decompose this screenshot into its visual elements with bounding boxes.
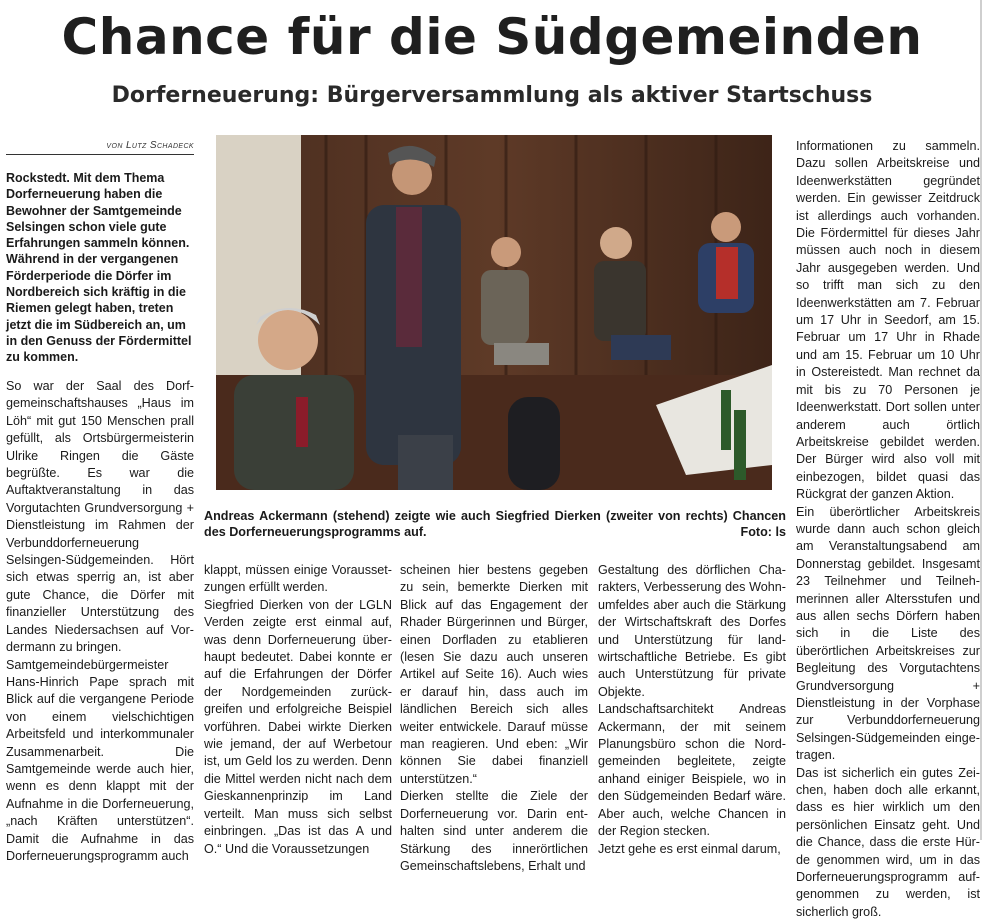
paragraph: Jetzt gehe es erst einmal darum,	[598, 841, 781, 856]
text-column-5	[796, 138, 980, 921]
headline: Chance für die Südgemeinden	[61, 8, 923, 66]
paragraph: Informationen zu sammeln. Dazu sollen Arbeitskreise und Ideenwerkstätten gegründet werden. Ein gewisser Zeitdruck ist allerdings auch vorhanden. Die Fördermittel für dieses Jahr müssen auch noch in diesem Jahr ausgegeben werden. Und so trifft man sich zu den Ideenwerkstätten am 7. Februar um 17 Uhr in Seedorf, am 15. Februar um 17 Uhr in Rhade und am 15. Februar um 10 Uhr in Ostereistedt. Man rechnet da mit bis zu 70 Personen je Ideenwerkstatt. Dort sollen unter anderem auch örtlich Arbeitskreise gebildet werden. Der Bürger wird also voll mit einbezogen, bildet quasi das Rückgrat der ganzen Aktion.	[796, 139, 980, 502]
text-column-3	[400, 562, 588, 875]
text-column-4	[598, 562, 786, 858]
text-column-1	[6, 378, 194, 865]
paragraph: Gestaltung des dörflichen Charakters, Verbesserung des Wohnumfeldes aber auch die Stärkung der Wirtschaftskraft des Dorfes und Unterstützung für landwirtschaftliche Betriebe. Es gibt auch Unterstützung für private Objekte.	[598, 563, 786, 699]
event-photo	[216, 135, 772, 490]
paragraph: Ein überörtlicher Arbeitskreis wurde dann auch schon gleich am Veranstaltungsabend am Donnerstag gebildet. Insgesamt 23 Teilnehmer und Teilnehmerinnen aller Altersstufen und aus allen sechs Dörfern haben sich in die Liste des überörtlichen Arbeitskreises zur Begleitung des Vorgutachtens Grundversorgung + Dienstleistung in der Vorphase zur Verbunddorferneuerung Selsingen-Südgemeinden eingetragen.	[796, 504, 980, 763]
byline: von Lutz Schadeck	[6, 140, 194, 155]
photo-caption: Andreas Ackermann (stehend) zeigte wie auch Siegfried Dierken (zweiter von rechts) Chancen des Dorferneuerungsprogramms auf. Foto: ls	[204, 509, 786, 539]
subheadline: Dorferneuerung: Bürgerversammlung als aktiver Startschuss	[111, 83, 873, 108]
paragraph: Siegfried Dierken von der LGLN Verden zeigte erst einmal auf, was denn Dorferneuerung überhaupt bedeutet. Dabei konnte er auf die Erfahrungen der Dörfer der Nordgemeinden zurückgreifen und erfolgreiche Beispiel vorführen. Dabei wirkte Dierken wie jemand, der auf Werbetour ist, um Geld los zu werden. Denn die Mittel werden nicht nach dem Gieskannenprinzip im Land verteilt. Man muss sich selbst einbringen. „Das ist das A und O.“ Und die Voraussetzungen	[204, 597, 392, 856]
paragraph: scheinen hier bestens gegeben zu sein, bemerkte Dierken mit Blick auf das Engagement der Rhader Bürgerinnen und Bürger, einen Dorfladen zu etablieren (lesen Sie dazu auch unseren Artikel auf Seite 16). Auch wies er darauf hin, dass auch im ländlichen Bereich sich alles weiter entwickele. Darauf müsse man reagieren. Und eben: „Wir können Sie dabei finanziell unterstützen.“	[400, 563, 588, 786]
paragraph: So war der Saal des Dorfgemeinschaftshauses „Haus im Löh“ mit gut 150 Menschen prall gefüllt, als Ortsbürgermeisterin Ulrike Ringen die Gäste begrüßte. Es war die Auftaktveranstaltung in das Vorgutachten Grundversorgung + Dienstleistung im Rahmen der Verbunddorferneuerung Selsingen-Südgemeinden. Hört sich etwas sperrig an, ist aber gute Chance, die Dörfer mit finanzieller Unterstützung des Landes Niedersachsen auf Vordermann zu bringen.	[6, 379, 194, 655]
paragraph: Dierken stellte die Ziele der Dorferneuerung vor. Darin enthalten sind unter anderem die Stärkung des innerörtlichen Gemeinschaftslebens, Erhalt und	[400, 789, 588, 873]
photo-credit: Foto: ls	[740, 525, 786, 539]
page-edge-rule	[980, 0, 982, 840]
paragraph: Das ist sicherlich ein gutes Zeichen, haben doch alle erkannt, dass es hier wirklich um den persönlichen Einsatz geht. Und die Chance, dass die erste Hürde genommen wird, um in das Dorferneuerungsprogramm aufgenommen zu werden, ist sicherlich groß.	[796, 765, 980, 919]
paragraph: klappt, müssen einige Voraussetzungen erfüllt werden.	[204, 563, 392, 595]
text-column-2	[204, 562, 392, 858]
paragraph: Samtgemeindebürgermeister Hans-Hinrich Pape sprach mit Blick auf die vergangene Periode von einem vielschichtigen Arbeitsfeld und interkommunaler Zusammenarbeit. Die Samtgemeinde werde auch hier, wenn es denn klappt mit der Aufnahme in die Dorferneuerung, „nach Kräften unterstützen“. Damit die Aufnahme in das Dorferneuerungsprogramm auch	[6, 657, 194, 863]
paragraph: Landschaftsarchitekt Andreas Ackermann, der mit seinem Planungsbüro schon die Nordgemeinden begleitete, zeigte anhand einiger Beispiele, wo in den Südgemeinden Bedarf wäre. Aber auch, welche Chancen in der Region stecken.	[598, 702, 786, 839]
lead-paragraph: Rockstedt. Mit dem Thema Dorferneuerung haben die Bewohner der Samtgemeinde Selsingen schon viele gute Erfahrungen sammeln können. Während in der vergangenen Förderperiode die Dörfer im Nordbereich sich kräftig in die Riemen gelegt haben, treten jetzt die im Südbereich an, um in den Genuss der Fördermittel zu kommen.	[6, 171, 192, 365]
